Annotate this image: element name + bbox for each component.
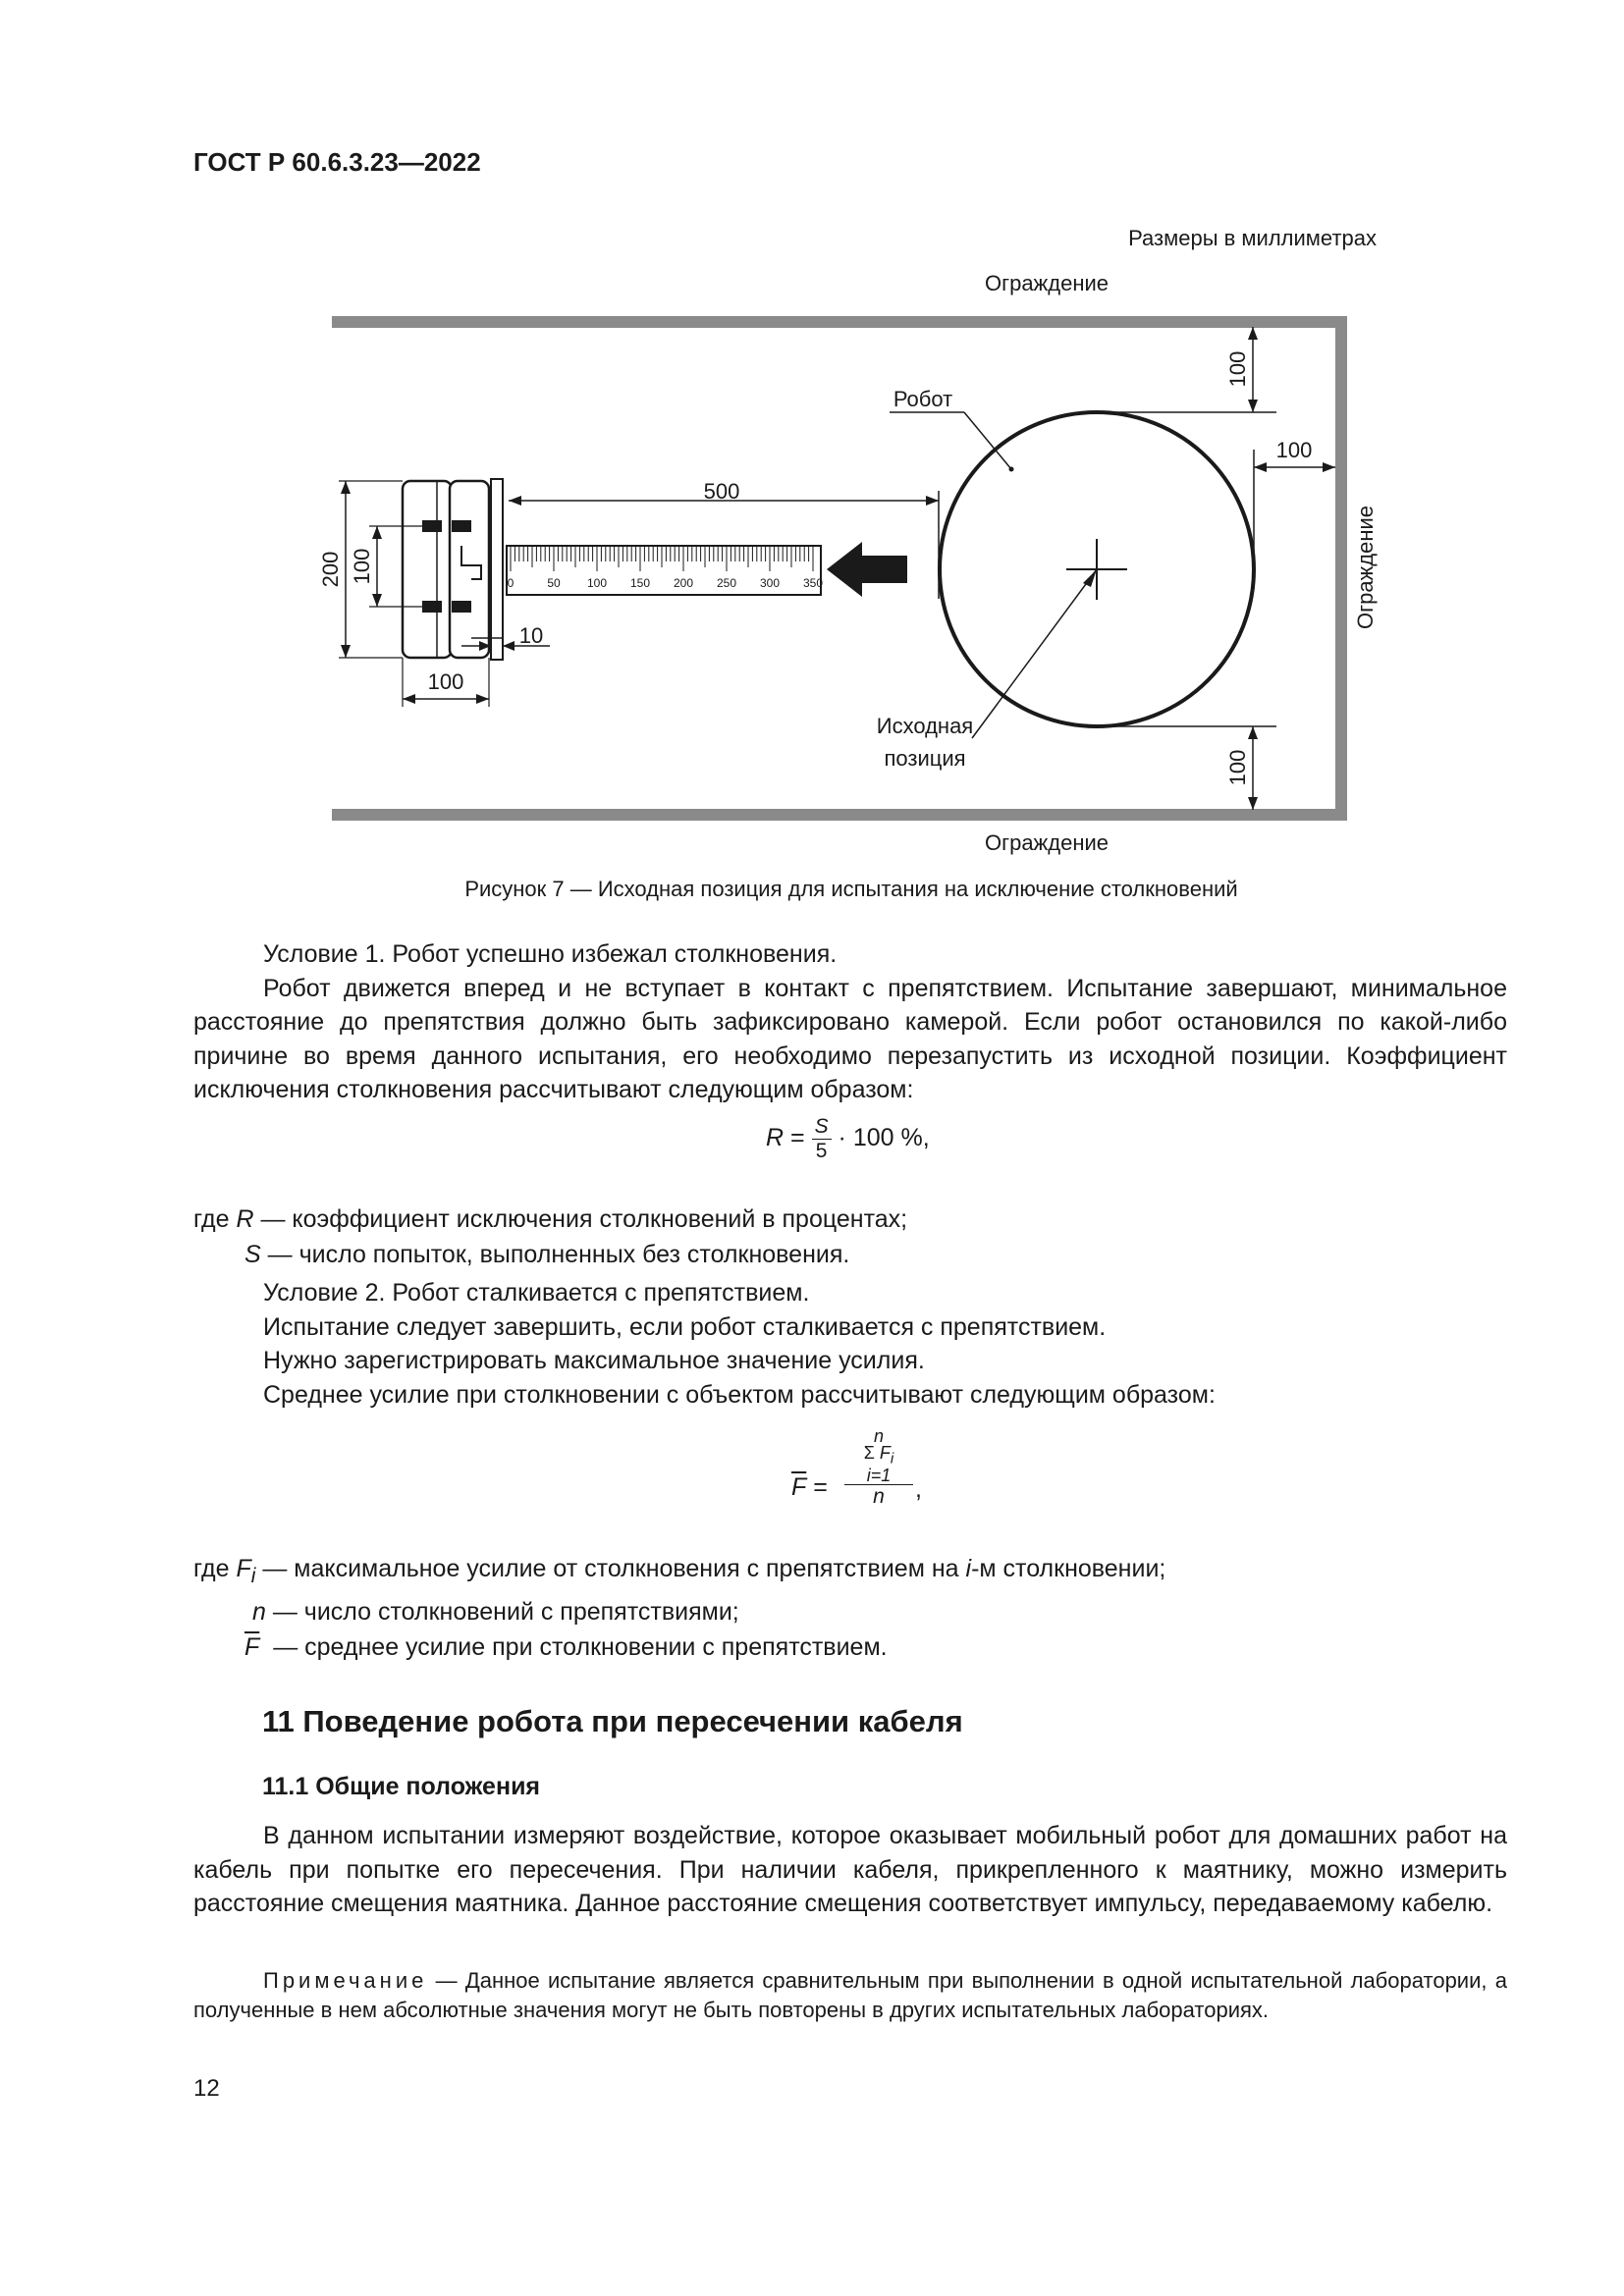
page-number: 12 (193, 2075, 220, 2102)
figure-7-diagram (0, 0, 1624, 883)
apparatus-right-block (450, 481, 489, 658)
dim-base-100: 100 (427, 669, 464, 694)
section-11-1-title: 11.1 Общие положения (262, 1773, 541, 1800)
section-body-1 (193, 937, 1507, 1107)
section-11-title: 11 Поведение робота при пересечении кабеля (262, 1704, 963, 1738)
ruler-label: 100 (586, 576, 608, 590)
dim-right-100: 100 (1275, 438, 1313, 462)
dim-500: 500 (703, 479, 740, 504)
dim-top-100: 100 (1225, 350, 1250, 388)
apparatus-left-block (403, 481, 452, 658)
formula-r: R = $\frac{S}{5}$ · 100 %, (766, 1115, 930, 1162)
formula-f: $\overline{F}$ = n Σ $F_i$ i=1 n , (791, 1426, 922, 1508)
ruler-label: 0 (507, 576, 514, 590)
dim-10: 10 (518, 623, 544, 648)
ruler-label: 350 (802, 576, 824, 590)
dim-200: 200 (318, 551, 343, 588)
ruler-label: 250 (716, 576, 737, 590)
fence-top-label: Ограждение (984, 271, 1110, 295)
start-label-1: Исходная (876, 714, 974, 738)
section-11-body: В данном испытании измеряют воздействие, которое оказывает мобильный робот для домашних работ на кабель при попытке его пересечения. При наличии кабеля, прикрепленного к маятнику, можно измерить расстояние смещения маятника. Данное расстояние смещения соответствует импульсу, передаваемому кабелю. (193, 1822, 1507, 1917)
robot-label: Робот (893, 387, 953, 411)
section-body-2: Условие 2. Робот сталкивается с препятствием. Испытание следует завершить, если робот сталкивается с препятствием. Нужно зарегистрировать максимальное значение усилия. Среднее усилие при столкновении с объектом рассчитывают следующим образом: (263, 1279, 1216, 1409)
ruler-label: 50 (547, 576, 561, 590)
ruler-label: 150 (629, 576, 651, 590)
where-r: где R — коэффициент исключения столкновений в процентах; S — число попыток, выполненных без столкновения. (193, 1205, 908, 1268)
fence-right-label: Ограждение (1353, 505, 1378, 630)
apparatus-plate (491, 479, 503, 660)
start-label-2: позиция (884, 746, 966, 771)
figure-caption: Рисунок 7 — Исходная позиция для испытания на исключение столкновений (464, 877, 1238, 901)
fence-bottom-label: Ограждение (984, 830, 1110, 855)
sizes-note: Размеры в миллиметрах (1128, 226, 1377, 250)
ruler-label: 200 (673, 576, 694, 590)
where-f: где $F_i$ — максимальное усилие от столкновения с препятствием на i-м столкновении; n — число столкновений с препятствиями; $\overline{F}$ — среднее усилие при столкновении с препятствием. (193, 1555, 1166, 1661)
ruler-label: 300 (759, 576, 781, 590)
motion-arrow (827, 542, 907, 597)
paragraph: Условие 1. Робот успешно избежал столкновения. (263, 940, 838, 968)
note: Примечание — Данное испытание является сравнительным при выполнении в одной испытательной лаборатории, а полученные в нем абсолютные значения могут не быть повторены в других испытательных лабораториях. (193, 1968, 1507, 2022)
paragraph: Робот движется вперед и не вступает в контакт с препятствием. Испытание завершают, минимальное расстояние до препятствия должно быть зафиксировано камерой. Если робот остановился по какой-либо причине во время данного испытания, его необходимо перезапустить из исходной позиции. Коэффициент исключения столкновения рассчитывают следующим образом: (193, 974, 1507, 1103)
dim-bottom-100: 100 (1225, 749, 1250, 786)
document-header: ГОСТ Р 60.6.3.23—2022 (193, 147, 481, 177)
dim-inner-100: 100 (350, 548, 374, 585)
